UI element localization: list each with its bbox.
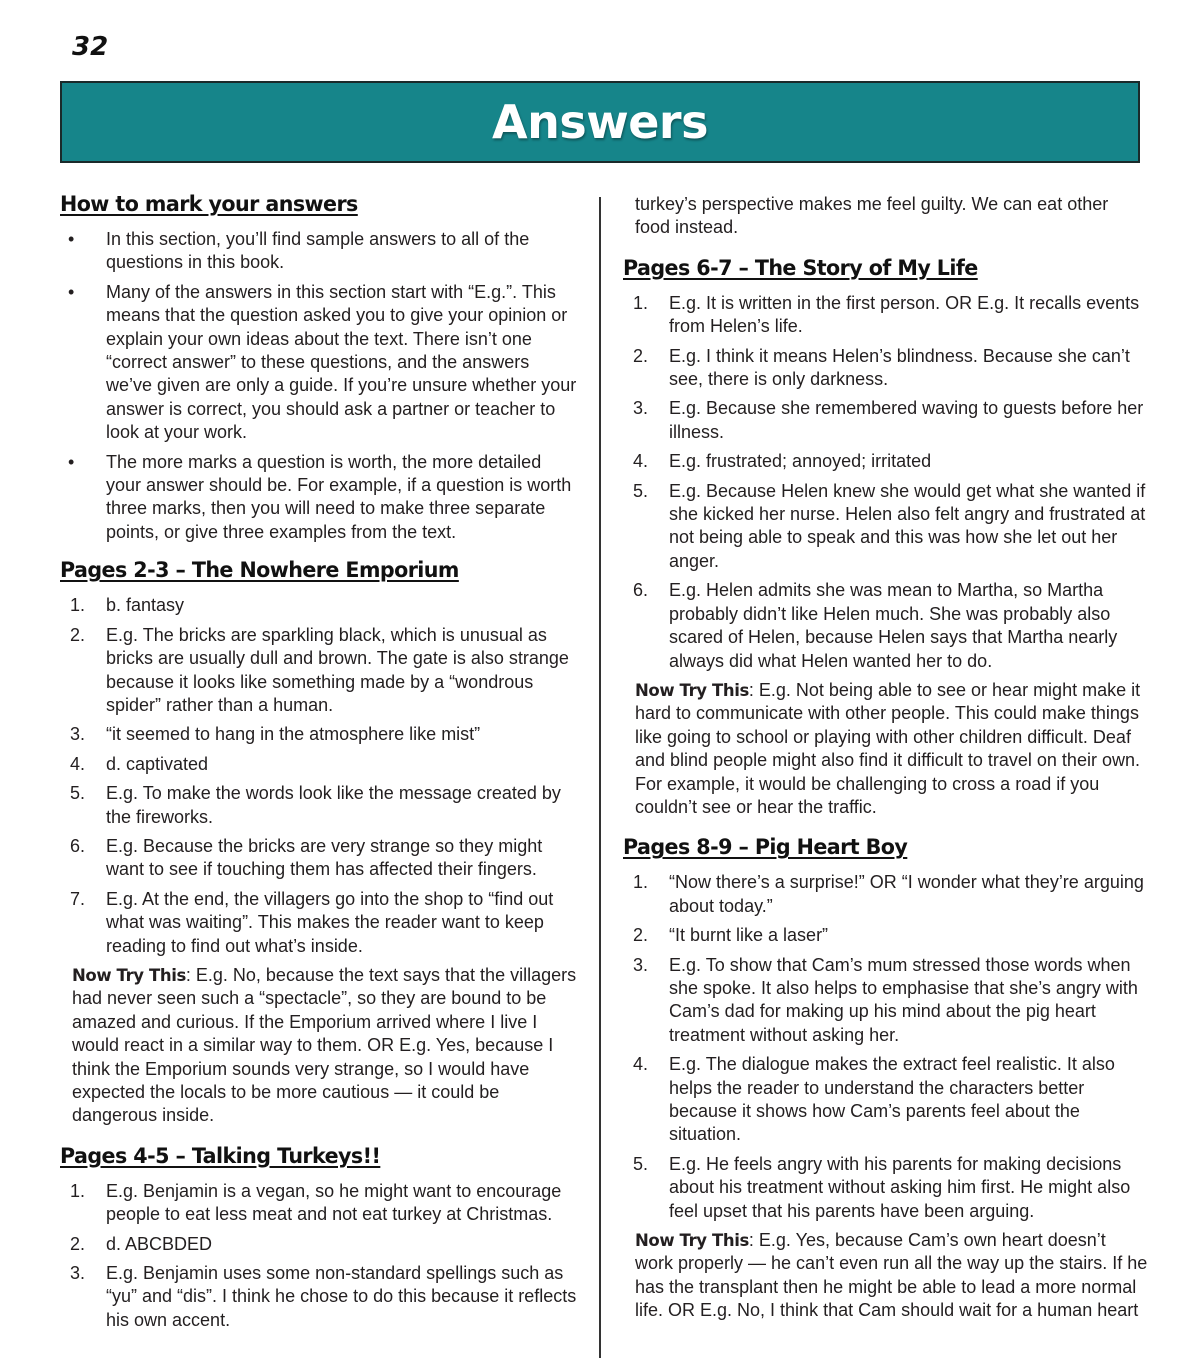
bullet-icon: • <box>68 451 75 472</box>
answer-item: 2. E.g. I think it means Helen’s blindness. Because she can’t see, there is only darkness. <box>633 345 1130 390</box>
section-heading-talking-turkeys: Pages 4-5 – Talking Turkeys!! <box>60 1143 381 1169</box>
answer-item: 3. E.g. Because she remembered waving to guests before her illness. <box>633 398 1144 442</box>
bullet-icon: • <box>68 229 75 249</box>
answer-item: 6. E.g. Because the bricks are very strange so they might want to see if touching them has affected their fingers. <box>70 835 543 880</box>
page-number: 32 <box>72 32 109 62</box>
answer-item: 2. d. ABCBDED <box>70 1233 213 1254</box>
section-heading-pig-heart-boy: Pages 8-9 – Pig Heart Boy <box>623 835 908 861</box>
section-heading-nowhere-emporium: Pages 2-3 – The Nowhere Emporium <box>60 558 459 584</box>
now-try-this-pig-heart-boy: Now Try This: E.g. Yes, because Cam’s own heart doesn’t work properly — he can’t even run all the way up the stairs. If he has the transplant then he might be able to lead a more normal life. OR E.g. No, I think that Cam should wait for a human heart <box>635 1230 1148 1321</box>
answers-list-pig-heart-boy <box>623 871 1148 1223</box>
answer-item: 1. E.g. It is written in the first person. OR E.g. It recalls events from Helen’s life. <box>633 292 1140 337</box>
answer-item: 5. E.g. To make the words look like the message created by the fireworks. <box>70 783 561 827</box>
answer-item: 7. E.g. At the end, the villagers go into the shop to “find out what was waiting”. This makes the reader want to keep reading to find out what’s inside. <box>70 888 554 956</box>
answer-item: 6. E.g. Helen admits she was mean to Martha, so Martha probably didn’t like Helen much. She was probably also scared of Helen, because Helen says that Martha nearly always did what Helen wanted her to do. <box>633 580 1118 671</box>
section-heading-how-to-mark: How to mark your answers <box>60 192 358 217</box>
answers-list-story-of-my-life <box>623 292 1148 673</box>
list-item: • Many of the answers in this section start with “E.g.”. This means that the question asked you to give your opinion or explain your own ideas about the text. There isn’t one “correct answer” to these questions, and the answers we’ve given are only a guide. If you’re unsure whether your answer is correct, you should ask a partner or teacher to look at your work. <box>68 281 577 443</box>
answer-item: 3. E.g. Benjamin uses some non-standard spellings such as “yu” and “dis”. I think he chose to do this because it reflects his own accent. <box>70 1263 577 1330</box>
answer-item: 2. E.g. The bricks are sparkling black, which is unusual as bricks are usually dull and brown. The gate is also strange because it looks like something made by a “wondrous spider” rather than a human. <box>70 624 569 715</box>
bullet-icon: • <box>68 281 75 302</box>
right-column <box>623 193 1148 1337</box>
answer-item: 1. E.g. Benjamin is a vegan, so he might want to encourage people to eat less meat and not eat turkey at Christmas. <box>70 1180 562 1225</box>
list-item: • The more marks a question is worth, the more detailed your answer should be. For example, if a question is worth three marks, then you will need to make three separate points, or give three examples from the text. <box>68 451 572 542</box>
answer-item: 5. E.g. Because Helen knew she would get what she wanted if she kicked her nurse. Helen also felt angry and frustrated at not being able to speak and this was how she let out her anger. <box>633 480 1146 571</box>
answer-item: 1. “Now there’s a surprise!” OR “I wonder what they’re arguing about today.” <box>633 872 1144 916</box>
left-column <box>60 190 580 1338</box>
answers-list-talking-turkeys <box>60 1180 580 1332</box>
answer-item: 4. E.g. The dialogue makes the extract feel realistic. It also helps the reader to understand the characters better because it shows how Cam’s parents feel about the situation. <box>633 1054 1115 1145</box>
answer-item: 5. E.g. He feels angry with his parents for making decisions about his treatment without asking him first. He might also feel upset that his parents have been arguing. <box>633 1153 1131 1221</box>
title-banner <box>60 81 1140 163</box>
page-title: Answers <box>492 95 708 149</box>
how-to-mark-list <box>60 228 580 544</box>
answer-item: 2. “It burnt like a laser” <box>633 925 829 946</box>
answer-item: 3. “it seemed to hang in the atmosphere like mist” <box>70 724 481 745</box>
list-item: • In this section, you’ll find sample answers to all of the questions in this book. <box>68 229 530 273</box>
continued-text-talking-turkeys: turkey’s perspective makes me feel guilty. We can eat other food instead. <box>635 194 1109 238</box>
now-try-this-label: Now Try This <box>635 680 749 700</box>
section-heading-story-of-my-life: Pages 6-7 – The Story of My Life <box>623 255 978 281</box>
answer-item: 1. b. fantasy <box>70 595 185 616</box>
answer-item: 4. d. captivated <box>70 753 209 774</box>
answer-item: 3. E.g. To show that Cam’s mum stressed those words when she spoke. It also helps to emphasise that she’s angry with Cam’s dad for making up his mind about the pig heart treatment without asking her. <box>633 954 1138 1045</box>
now-try-this-nowhere-emporium: Now Try This: E.g. No, because the text says that the villagers had never seen such a “spectacle”, so they are bound to be amazed and curious. If the Emporium arrived where I live I would react in a similar way to them. OR E.g. Yes, because I think the Emporium sounds very strange, so I would have expected the locals to be more cautious — it could be dangerous inside. <box>72 964 577 1126</box>
now-try-this-label: Now Try This <box>72 965 186 985</box>
now-try-this-story-of-my-life: Now Try This: E.g. Not being able to see or hear might make it hard to communicate with other people. This could make things like going to school or playing with other children difficult. Deaf and blind people might also find it difficult to travel on their own. For example, it would be challenging to cross a road if you couldn’t see or hear the traffic. <box>635 679 1141 817</box>
answer-item: 4. E.g. frustrated; annoyed; irritated <box>633 451 932 472</box>
answers-list-nowhere-emporium <box>60 594 580 958</box>
column-divider <box>599 197 601 1358</box>
now-try-this-label: Now Try This <box>635 1231 749 1251</box>
